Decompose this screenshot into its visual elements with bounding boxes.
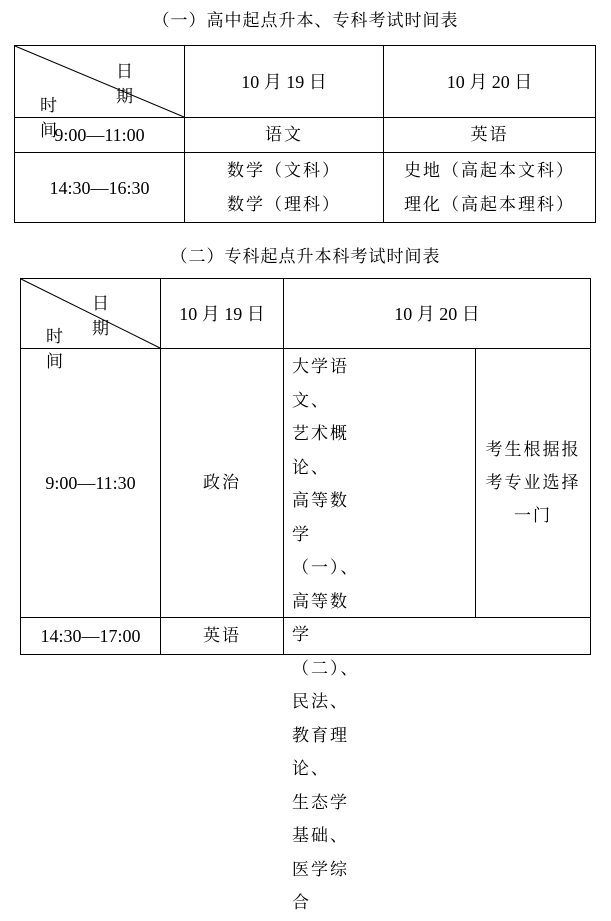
table1-row2-day1-item: 数学（理科） [227, 194, 341, 215]
table2-date-label: 日期 [92, 294, 111, 339]
table1-title: （一）高中起点升本、专科考试时间表 [152, 11, 459, 31]
table2-day1-header: 10 月 19 日 [179, 303, 265, 324]
table1-row1-day2: 英语 [470, 124, 509, 145]
note-line: 考专业选择 [485, 472, 581, 493]
table2-time-label: 时间 [46, 327, 65, 372]
note-line: 一门 [514, 505, 552, 526]
table2-row1-note [476, 349, 590, 617]
table1-row2-day2-item: 史地（高起本文科） [404, 160, 575, 181]
table2-row2-day1: 英语 [203, 625, 241, 646]
table2-day2-header: 10 月 20 日 [394, 303, 480, 324]
table2-row2-day2 [284, 618, 590, 654]
subject-item: 教育理论、 [292, 725, 349, 779]
table1-time-label: 时间 [40, 96, 59, 141]
subject-item: 大学语文、 [292, 357, 349, 411]
table2-row1-day1: 政治 [203, 472, 241, 493]
table2-row2-time: 14:30—17:00 [40, 626, 141, 646]
note-line: 考生根据报 [485, 439, 581, 460]
subject-item: 民法、 [292, 692, 349, 712]
table1-day1-header: 10 月 19 日 [241, 71, 327, 92]
table1-row2-day1-item: 数学（文科） [227, 160, 341, 181]
table1-row2-day2-item: 理化（高起本理科） [404, 194, 575, 215]
subject-item: 生态学基础、 [292, 792, 349, 846]
table1-row1-day1: 语文 [265, 124, 303, 145]
table1-day2-header: 10 月 20 日 [446, 71, 533, 92]
subject-item: 高等数学（二）、 [292, 591, 360, 679]
table1-date-label: 日期 [116, 62, 135, 107]
table2-title: （二）专科起点升本科考试时间表 [170, 247, 441, 267]
subject-item: 医学综合 [292, 859, 349, 913]
subject-item: 艺术概论、 [292, 424, 349, 478]
table1-row2-time: 14:30—16:30 [49, 177, 150, 198]
subject-item: 高等数学（一）、 [292, 491, 360, 578]
table1-row1-time: 9:00—11:00 [54, 125, 145, 145]
table2-row1-time: 9:00—11:30 [45, 473, 136, 493]
